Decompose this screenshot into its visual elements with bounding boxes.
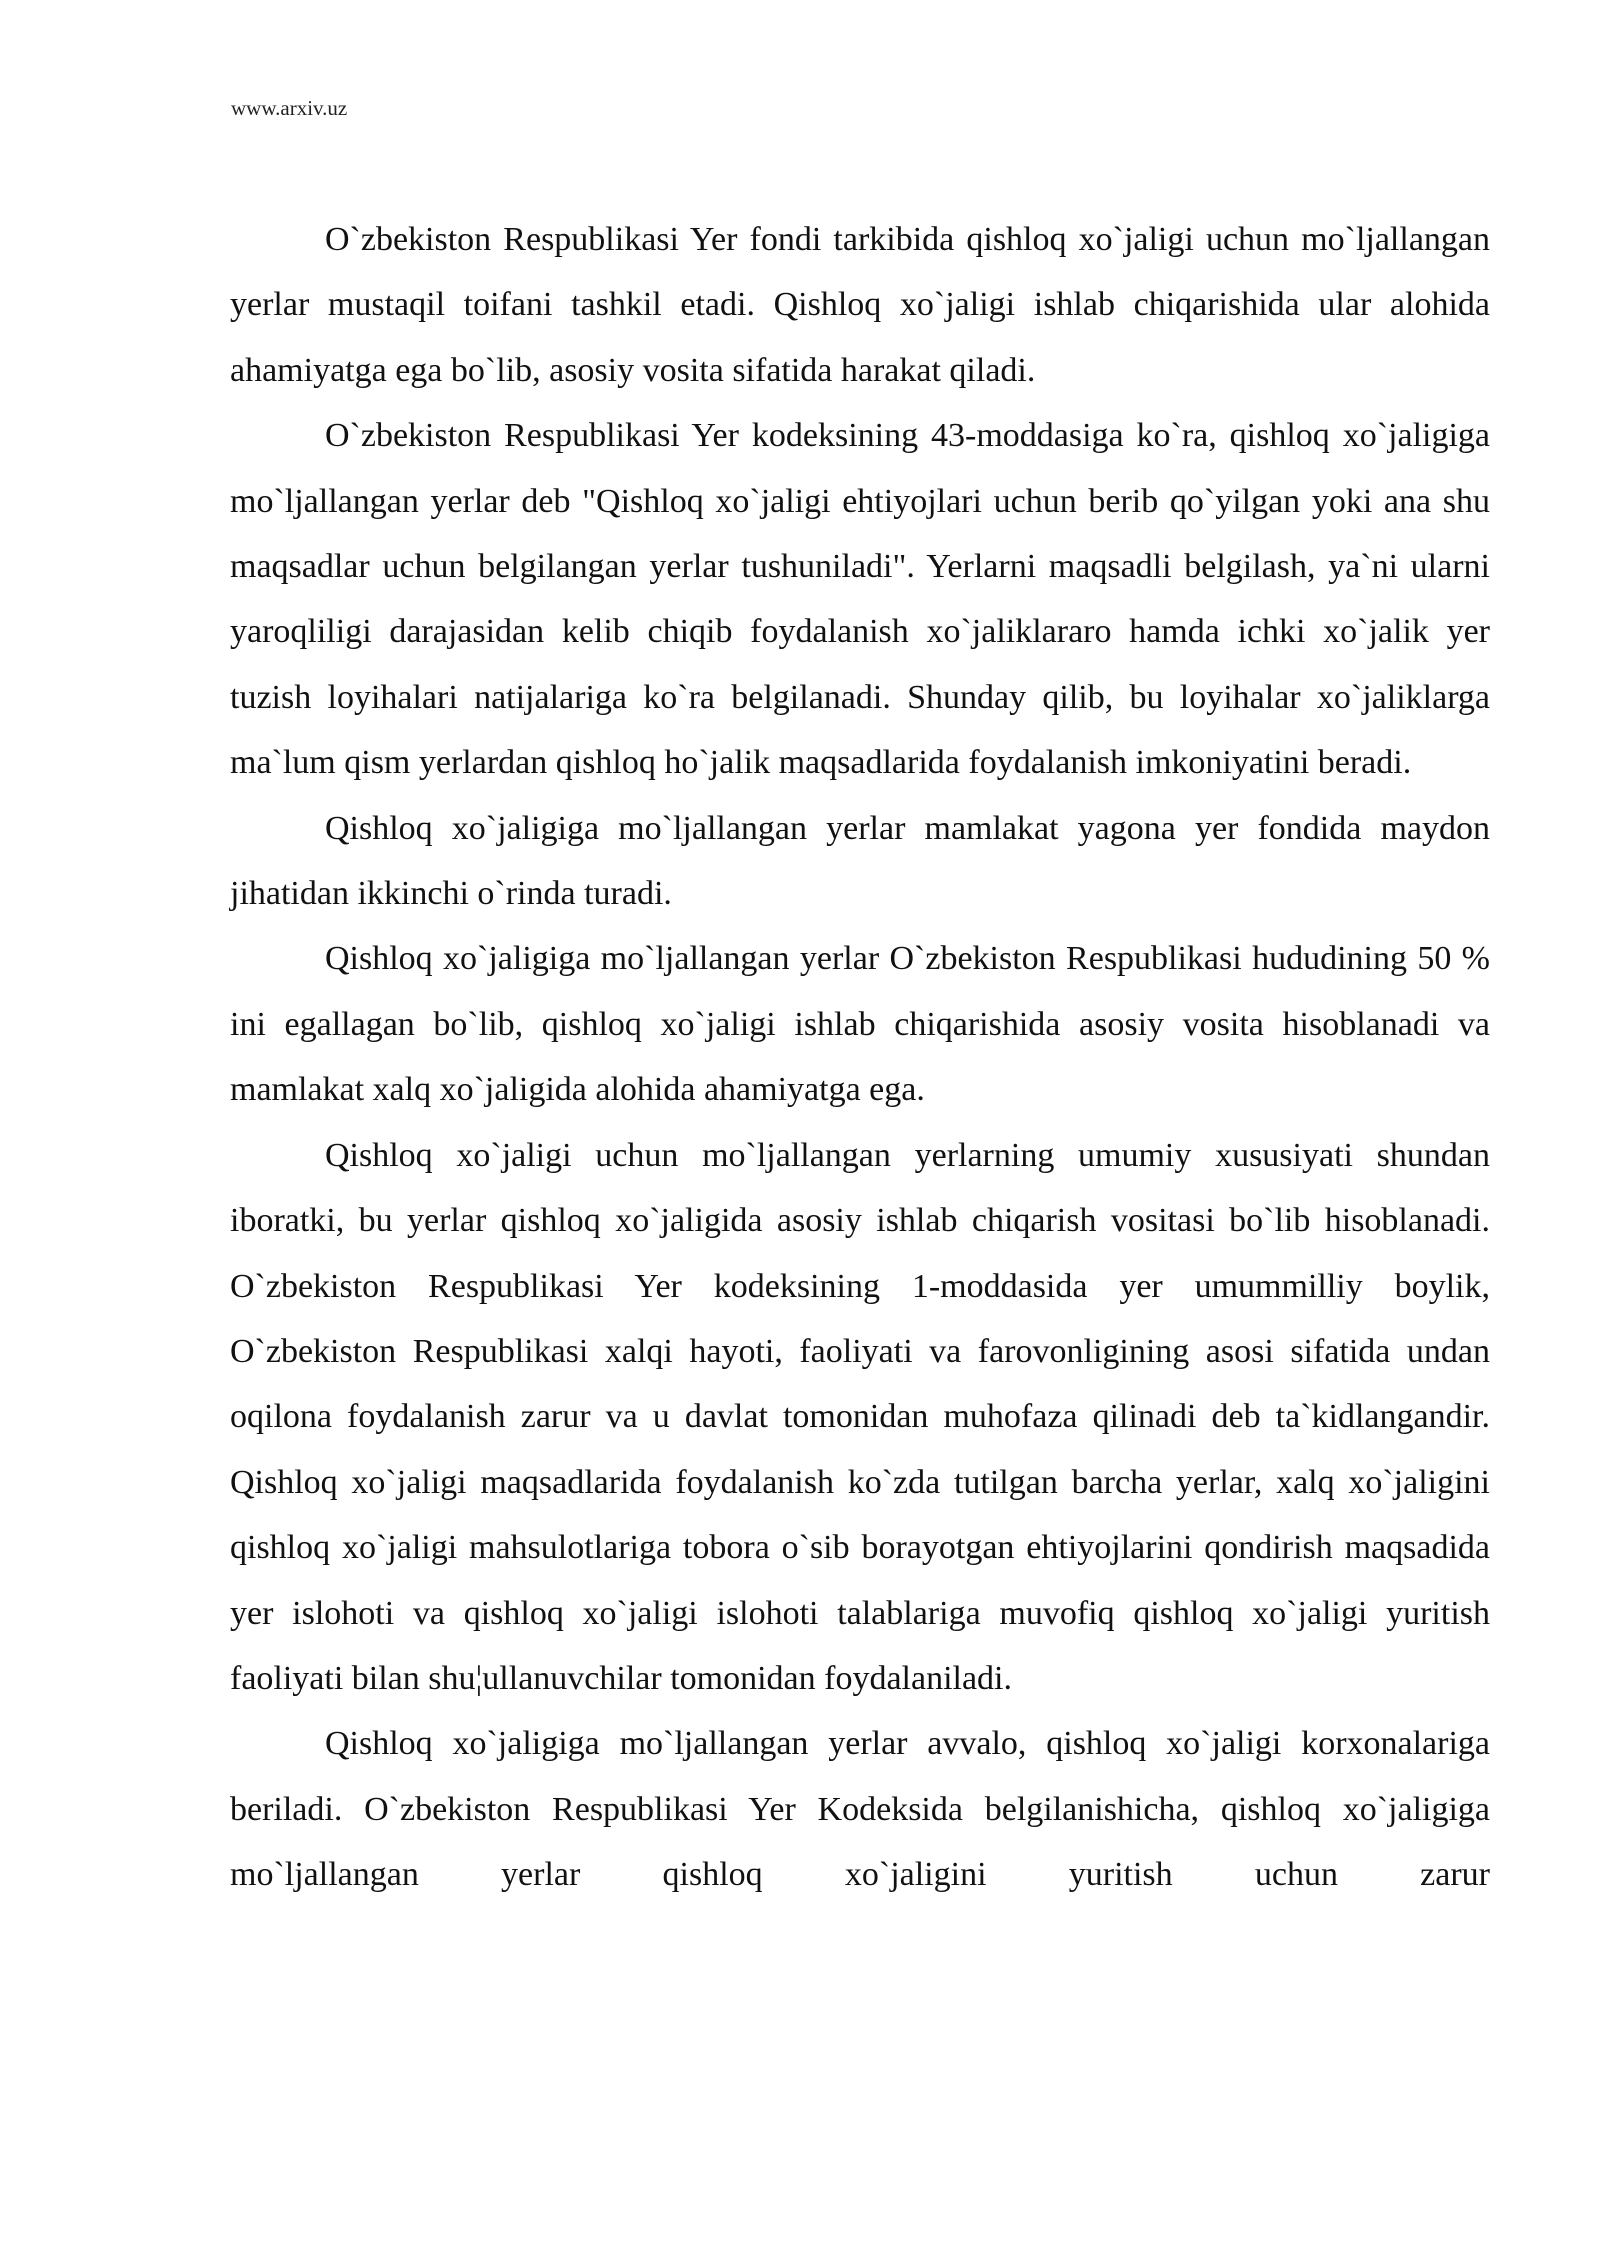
paragraph-ikkinchi-orin: Qishloq xo`jaligiga mo`ljallangan yerlar mamlakat yagona yer fondida maydon jihatidan ikkinchi o`rinda turadi. [230,809,1490,913]
header-url: www.arxiv.uz [231,96,348,120]
paragraph-umumiy-xususiyat: Qishloq xo`jaligi uchun mo`ljallangan yerlarning umumiy xususiyati shundan iboratki, bu yerlar qishloq xo`jaligida asosiy ishlab chiqarish vositasi bo`lib hisoblanadi. O`zbekiston Respublikasi Yer kodeksining 1-moddasida yer umummilliy boylik, O`zbekiston Respublikasi xalqi hayoti, faoliyati va farovonligining asosi sifatida undan oqilona foydalanish zarur va u davlat tomonidan muhofaza qilinadi deb ta`kidlangandir. Qishloq xo`jaligi maqsadlarida foydalanish ko`zda tutilgan barcha yerlar, xalq xo`jaligini qishloq xo`jaligi mahsulotlariga tobora o`sib borayotgan ehtiyojlarini qondirish maqsadida yer islohoti va qishloq xo`jaligi islohoti talablariga muvofiq qishloq xo`jaligi yuritish faoliyati bilan shu¦ullanuvchilar tomonidan foydalaniladi. [230,1136,1490,1697]
paragraph-korxonalarga-beriladi: Qishloq xo`jaligiga mo`ljallangan yerlar avvalo, qishloq xo`jaligi korxonalariga beriladi. O`zbekiston Respublikasi Yer Kodeksida belgilanishicha, qishloq xo`jaligiga mo`ljallangan yerlar qishloq xo`jaligini yuritish uchun zarur [230,1725,1490,1894]
paragraph-yer-kodeksi-43-modda: O`zbekiston Respublikasi Yer kodeksining 43-moddasiga ko`ra, qishloq xo`jaligiga mo`ljallangan yerlar deb "Qishloq xo`jaligi ehtiyojlari uchun berib qo`yilgan yoki ana shu maqsadlar uchun belgilangan yerlar tushuniladi". Yerlarni maqsadli belgilash, ya`ni ularni yaroqliligi darajasidan kelib chiqib foydalanish xo`jaliklararo hamda ichki xo`jalik yer tuzish loyihalari natijalariga ko`ra belgilanadi. Shunday qilib, bu loyihalar xo`jaliklarga ma`lum qism yerlardan qishloq ho`jalik maqsadlarida foydalanish imkoniyatini beradi. [230,417,1490,782]
paragraph-yer-fondi: O`zbekiston Respublikasi Yer fondi tarkibida qishloq xo`jaligi uchun mo`ljallangan yerlar mustaqil toifani tashkil etadi. Qishloq xo`jaligi ishlab chiqarishida ular alohida ahamiyatga ega bo`lib, asosiy vosita sifatida harakat qiladi. [230,221,1490,389]
document-body [230,207,1490,1908]
paragraph-hudud-50-foiz: Qishloq xo`jaligiga mo`ljallangan yerlar O`zbekiston Respublikasi hududining 50 % ini egallagan bo`lib, qishloq xo`jaligi ishlab chiqarishida asosiy vosita hisoblanadi va mamlakat xalq xo`jaligida alohida ahamiyatga ega. [230,940,1490,1109]
